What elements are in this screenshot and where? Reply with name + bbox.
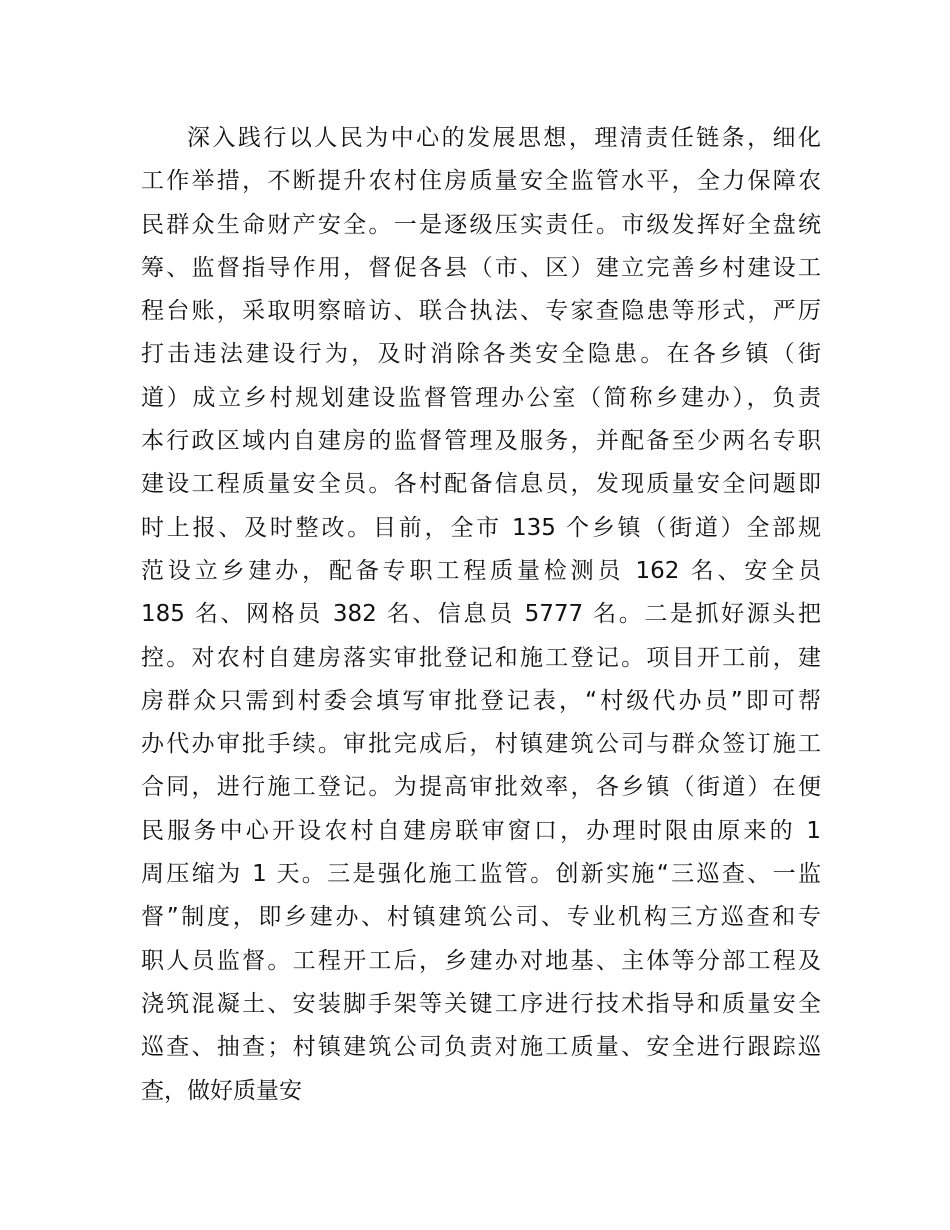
paragraph-line: 房群众只需到村委会填写审批登记表，“村级代办员”即可帮 [141, 687, 821, 714]
paragraph-line: 深入践行以人民为中心的发展思想，理清责任链条，细化 [187, 125, 821, 151]
paragraph-line: 浇筑混凝土、安装脚手架等关键工序进行技术指导和质量安全 [141, 990, 821, 1017]
paragraph-line: 筹、监督指导作用，督促各县（市、区）建立完善乡村建设工 [141, 254, 821, 281]
paragraph-line: 工作举措，不断提升农村住房质量安全监管水平，全力保障农 [141, 168, 821, 195]
paragraph-line: 查，做好质量安 [141, 1077, 302, 1104]
paragraph-line: 道）成立乡村规划建设监督管理办公室（简称乡建办），负责 [141, 384, 821, 411]
paragraph-line: 督”制度，即乡建办、村镇建筑公司、专业机构三方巡查和专 [141, 904, 821, 931]
paragraph-line: 本行政区域内自建房的监督管理及服务，并配备至少两名专职 [141, 428, 821, 455]
paragraph-line: 程台账，采取明察暗访、联合执法、专家查隐患等形式，严厉 [141, 298, 821, 325]
paragraph-line: 职人员监督。工程开工后，乡建办对地基、主体等分部工程及 [141, 947, 821, 974]
paragraph-line: 周压缩为 1 天。三是强化施工监管。创新实施“三巡查、一监 [141, 861, 821, 888]
paragraph-line: 控。对农村自建房落实审批登记和施工登记。项目开工前，建 [141, 644, 821, 671]
paragraph-line: 合同，进行施工登记。为提高审批效率，各乡镇（街道）在便 [141, 774, 821, 801]
paragraph-line: 民群众生命财产安全。一是逐级压实责任。市级发挥好全盘统 [141, 211, 821, 238]
paragraph-line: 打击违法建设行为，及时消除各类安全隐患。在各乡镇（街 [141, 341, 821, 368]
paragraph-line: 范设立乡建办，配备专职工程质量检测员 162 名、安全员 [141, 557, 821, 584]
paragraph-line: 时上报、及时整改。目前，全市 135 个乡镇（街道）全部规 [141, 514, 821, 541]
paragraph-line: 巡查、抽查；村镇建筑公司负责对施工质量、安全进行跟踪巡 [141, 1034, 821, 1061]
paragraph-line: 民服务中心开设农村自建房联审窗口，办理时限由原来的 1 [141, 817, 821, 844]
paragraph-line: 建设工程质量安全员。各村配备信息员，发现质量安全问题即 [141, 471, 821, 498]
paragraph-line: 185 名、网格员 382 名、信息员 5777 名。二是抓好源头把 [141, 601, 821, 628]
paragraph-line: 办代办审批手续。审批完成后，村镇建筑公司与群众签订施工 [141, 731, 821, 758]
body-paragraph [141, 117, 821, 1113]
